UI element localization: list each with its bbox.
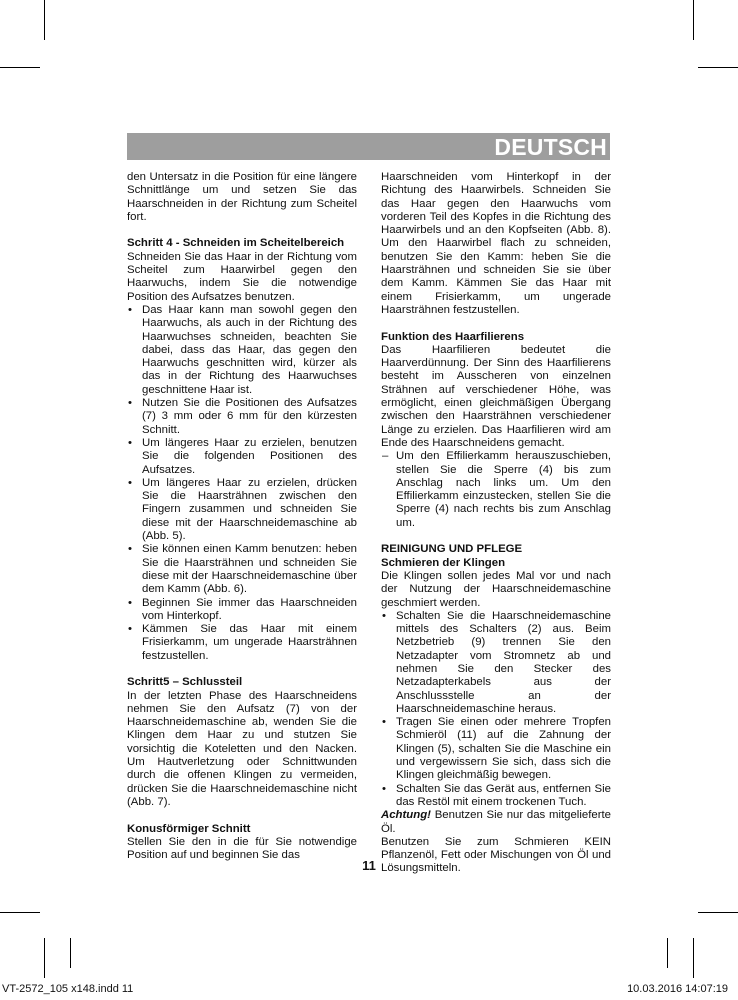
bullet-icon: • (128, 596, 132, 609)
left-column (127, 171, 357, 862)
list-item: • Nutzen Sie die Positionen des Aufsatzes (7) 3 mm oder 6 mm für den kürzesten Schnitt. (128, 397, 357, 436)
thinning-text: Das Haarfilieren bedeutet die Haarverdünnung. Der Sinn des Haarfilierens besteht im Ausscheren von einzelnen Strähnen auf verschiedener Höhe, was ermöglicht, einen gleichmäßigen Übergang zwischen den Haarsträhnen verschiedener Länge zu erzielen. Das Haarfilieren wird am Ende des Haarschneidens gemacht. (381, 343, 611, 449)
cleaning-text: Die Klingen sollen jedes Mal vor und nach der Nutzung der Haarschneidemaschine geschmiert werden. (381, 569, 611, 609)
footer-timestamp: 10.03.2016 14:07:19 (627, 983, 728, 995)
step4-heading: Schritt 4 - Schneiden im Scheitelbereich (127, 237, 345, 250)
warning-label: Achtung! (381, 809, 431, 822)
crop-mark (44, 938, 45, 978)
crop-mark (667, 938, 668, 968)
bullet-icon: • (128, 436, 132, 449)
list-item: • Das Haar kann man sowohl gegen den Haarwuchs, als auch in der Richtung des Haarwuchses schneiden, beachten Sie dabei, dass das Haar, das gegen den Haarwuchs geschnitten wird, kürzer als das in der Richtung des Haarwuchses geschnittene Haar ist. (128, 303, 357, 396)
list-item: • Um längeres Haar zu erzielen, drücken Sie die Haarsträhnen zwischen den Fingern zusammen und schneiden Sie diese mit der Haarschneidemaschine ab (Abb. 5). (128, 476, 357, 543)
step5-text: In der letzten Phase des Haarschneidens nehmen Sie den Aufsatz (7) von der Haarschneidemaschine ab, wenden Sie die Klingen dem Haar zu und stutzen Sie vorsichtig die Koteletten und den Nacken. Um Hautverletzung oder Schnittwunden durch die offenen Klingen zu vermeiden, drücken Sie die Haarschneidemaschine nicht (Abb. 7). (127, 689, 357, 808)
warning-text: Benutzen Sie nur das mitgelieferte Öl. (381, 809, 611, 835)
crop-mark (698, 912, 738, 913)
bullet-icon: • (128, 623, 132, 636)
bullet-icon: • (382, 716, 386, 729)
crop-mark (0, 67, 40, 68)
crop-mark (693, 0, 694, 40)
continued-paragraph: Haarschneiden vom Hinterkopf in der Richtung des Haarwirbels. Schneiden Sie das Haar gegen den Haarwuchs vom vorderen Teil des Kopfes in die Richtung des Haarwirbels und an den Kopfseiten (Abb. 8). Um den Haarwirbel flach zu schneiden, benutzen Sie den Kamm: heben Sie die Haarsträhnen und schneiden Sie sie über dem Kamm. Kämmen Sie das Haar mit einem Frisierkamm, um ungerade Haarsträhnen festzustellen. (381, 171, 611, 316)
bullet-icon: • (128, 476, 132, 489)
crop-mark (698, 67, 738, 68)
bullet-icon: • (128, 543, 132, 556)
list-item: • Sie können einen Kamm benutzen: heben Sie die Haarsträhnen und schneiden Sie diese mit der Haarschneidemaschine über dem Kamm (Abb. 6). (128, 543, 357, 596)
thinning-dash-list (381, 450, 611, 530)
list-item: • Schalten Sie das Gerät aus, entfernen Sie das Restöl mit einem trockenen Tuch. (382, 782, 611, 808)
language-title: DEUTSCH (494, 134, 607, 160)
bullet-icon: • (382, 609, 386, 622)
dash-icon: – (382, 450, 389, 463)
warning-paragraph (381, 809, 611, 836)
bullet-icon: • (382, 782, 386, 795)
crop-mark (0, 912, 40, 913)
cleaning-bullet-list (381, 610, 611, 809)
list-item: • Um längeres Haar zu erzielen, benutzen Sie die folgenden Positionen des Aufsatzes. (128, 436, 357, 476)
list-item: • Beginnen Sie immer das Haarschneiden vom Hinterkopf. (128, 596, 357, 622)
thinning-heading: Funktion des Haarfilierens (381, 330, 525, 343)
crop-mark (693, 938, 694, 978)
page-number: 11 (362, 858, 376, 873)
crop-mark (70, 938, 71, 968)
list-item: • Tragen Sie einen oder mehrere Tropfen Schmieröl (11) auf die Zahnung der Klingen (5), schalten Sie die Maschine ein und vergewissern Sie sich, dass sich die Klingen gleichmäßig bewegen. (382, 716, 611, 782)
list-item: • Schalten Sie die Haarschneidemaschine mittels des Schalters (2) aus. Beim Netzbetrieb (9) trennen Sie den Netzadapter vom Stromnetz ab und nehmen Sie den Stecker des Netzadapterkabels aus der Anschlussstelle an der Haarschneidemaschine heraus. (382, 609, 611, 715)
step4-text: Schneiden Sie das Haar in der Richtung vom Scheitel zum Haarwirbel gegen den Haarwuchs, indem Sie die notwendige Position des Aufsatzes benutzen. (127, 250, 357, 303)
cleaning-subheading: Schmieren der Klingen (381, 556, 506, 569)
step4-bullet-list (127, 304, 357, 663)
list-item: • Kämmen Sie das Haar mit einem Frisierkamm, um ungerade Haarsträhnen festzustellen. (128, 623, 357, 662)
list-item: – Um den Effilierkamm herauszuschieben, stellen Sie die Sperre (4) bis zum Anschlag nach links um. Um den Effilierkamm einzustecken, stellen Sie die Sperre (4) nach rechts bis zum Anschlag um. (382, 450, 611, 529)
crop-mark (44, 0, 45, 40)
right-column (381, 171, 611, 876)
cone-text: Stellen Sie den in die für Sie notwendige Position auf und beginnen Sie das (127, 835, 357, 862)
bullet-icon: • (128, 397, 132, 410)
bullet-icon: • (128, 303, 132, 316)
cleaning-heading: REINIGUNG UND PFLEGE (381, 543, 523, 556)
intro-paragraph: den Untersatz in die Position für eine längere Schnittlänge um und setzen Sie das Haarschneiden in der Richtung zum Scheitel fort. (127, 171, 357, 223)
step5-heading: Schritt5 – Schlussteil (127, 676, 243, 689)
final-text: Benutzen Sie zum Schmieren KEIN Pflanzenöl, Fett oder Mischungen von Öl und Lösungsmitteln. (381, 835, 611, 875)
cone-heading: Konusförmiger Schnitt (127, 822, 251, 835)
language-header-bar (127, 133, 610, 160)
footer-file-name: VT-2572_105 x148.indd 11 (2, 983, 134, 995)
